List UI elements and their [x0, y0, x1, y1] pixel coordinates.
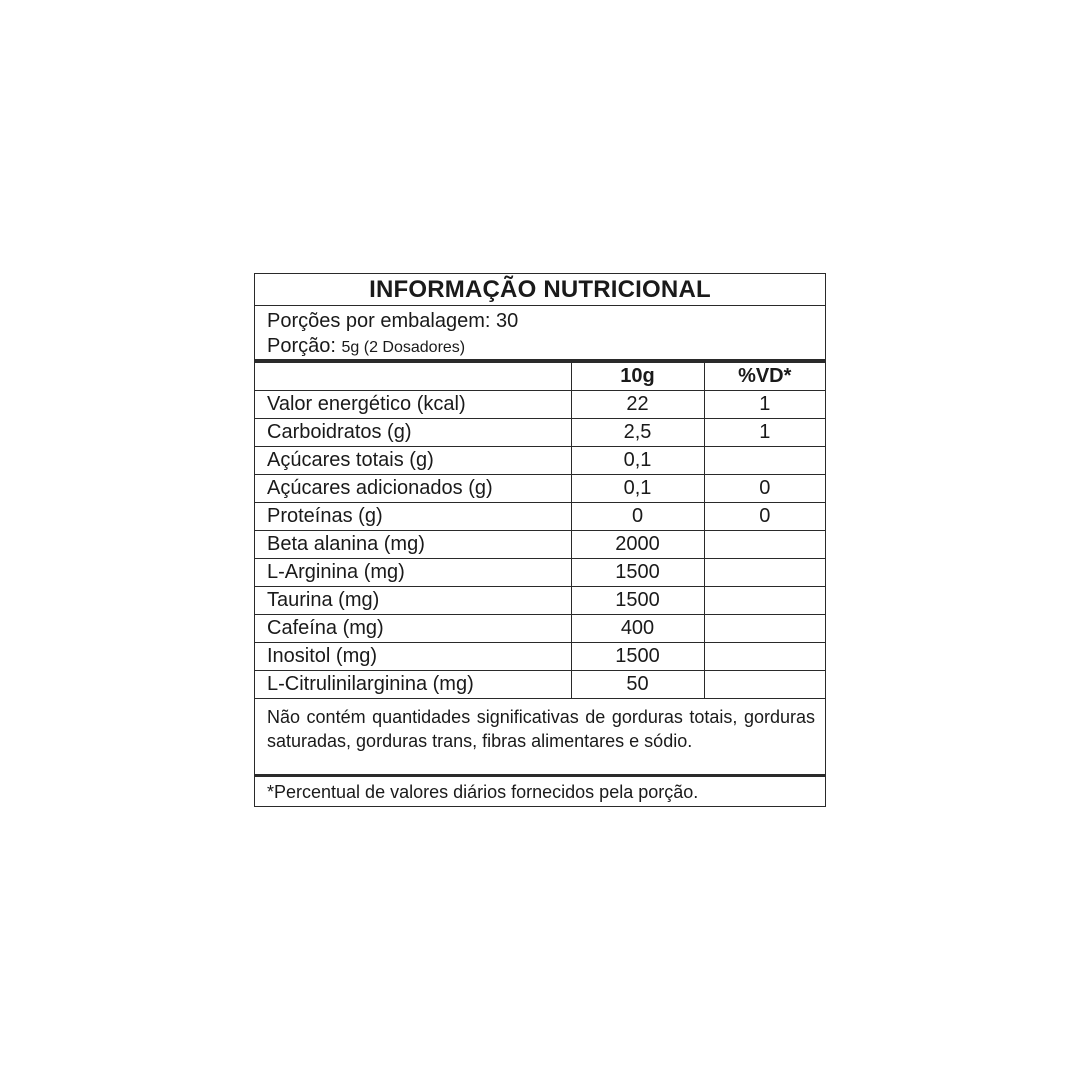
table-row — [255, 391, 825, 419]
table-header-row — [255, 363, 825, 391]
nutrient-amount: 1500 — [571, 643, 704, 671]
column-header-amount: 10g — [571, 363, 704, 391]
servings-per-package: Porções por embalagem: 30 — [267, 310, 519, 332]
column-header-nutrient — [255, 363, 571, 391]
serving-size-label: Porção: — [267, 335, 336, 357]
nutrient-amount: 0,1 — [571, 475, 704, 503]
nutrient-amount: 0 — [571, 503, 704, 531]
nutrient-daily-value — [704, 531, 825, 559]
nutrient-amount: 22 — [571, 391, 704, 419]
table-row — [255, 447, 825, 475]
nutrient-amount: 400 — [571, 615, 704, 643]
nutrient-name: L-Arginina (mg) — [255, 559, 571, 587]
table-row — [255, 419, 825, 447]
nutrient-amount: 2,5 — [571, 419, 704, 447]
nutrient-amount: 1500 — [571, 559, 704, 587]
thick-divider — [255, 774, 825, 777]
nutrient-name: Açúcares totais (g) — [255, 447, 571, 475]
nutrient-name: Cafeína (mg) — [255, 615, 571, 643]
nutrient-name: Inositol (mg) — [255, 643, 571, 671]
nutrient-name: Açúcares adicionados (g) — [255, 475, 571, 503]
nutrient-daily-value: 0 — [704, 503, 825, 531]
table-row — [255, 587, 825, 615]
nutrient-daily-value: 1 — [704, 419, 825, 447]
nutrient-name: Taurina (mg) — [255, 587, 571, 615]
table-row — [255, 643, 825, 671]
nutrient-name: L-Citrulinilarginina (mg) — [255, 671, 571, 699]
nutrient-daily-value — [704, 559, 825, 587]
nutrient-amount: 0,1 — [571, 447, 704, 475]
label-title: INFORMAÇÃO NUTRICIONAL — [255, 274, 825, 306]
nutrient-name: Proteínas (g) — [255, 503, 571, 531]
nutrient-name: Carboidratos (g) — [255, 419, 571, 447]
nutrient-daily-value — [704, 587, 825, 615]
serving-size — [267, 334, 465, 360]
table-row — [255, 503, 825, 531]
nutrient-name: Valor energético (kcal) — [255, 391, 571, 419]
table-row — [255, 531, 825, 559]
column-header-daily-value: %VD* — [704, 363, 825, 391]
nutrient-daily-value — [704, 615, 825, 643]
daily-value-footnote: *Percentual de valores diários fornecidos pela porção. — [267, 782, 699, 802]
nutrient-daily-value: 1 — [704, 391, 825, 419]
table-row — [255, 559, 825, 587]
table-row — [255, 615, 825, 643]
nutrient-amount: 1500 — [571, 587, 704, 615]
nutrient-table — [255, 363, 825, 699]
table-row — [255, 475, 825, 503]
nutrient-daily-value — [704, 643, 825, 671]
serving-info — [255, 305, 825, 358]
nutrient-daily-value — [704, 671, 825, 699]
nutrient-daily-value — [704, 447, 825, 475]
nutrition-facts-label — [254, 273, 826, 807]
nutrient-amount: 2000 — [571, 531, 704, 559]
table-row — [255, 671, 825, 699]
nutrient-amount: 50 — [571, 671, 704, 699]
nutrient-name: Beta alanina (mg) — [255, 531, 571, 559]
insignificant-nutrients-note: Não contém quantidades significativas de gorduras totais, gorduras saturadas, gorduras trans, fibras alimentares e sódio. — [267, 707, 815, 751]
nutrient-daily-value: 0 — [704, 475, 825, 503]
serving-size-value: 5g (2 Dosadores) — [341, 339, 466, 356]
